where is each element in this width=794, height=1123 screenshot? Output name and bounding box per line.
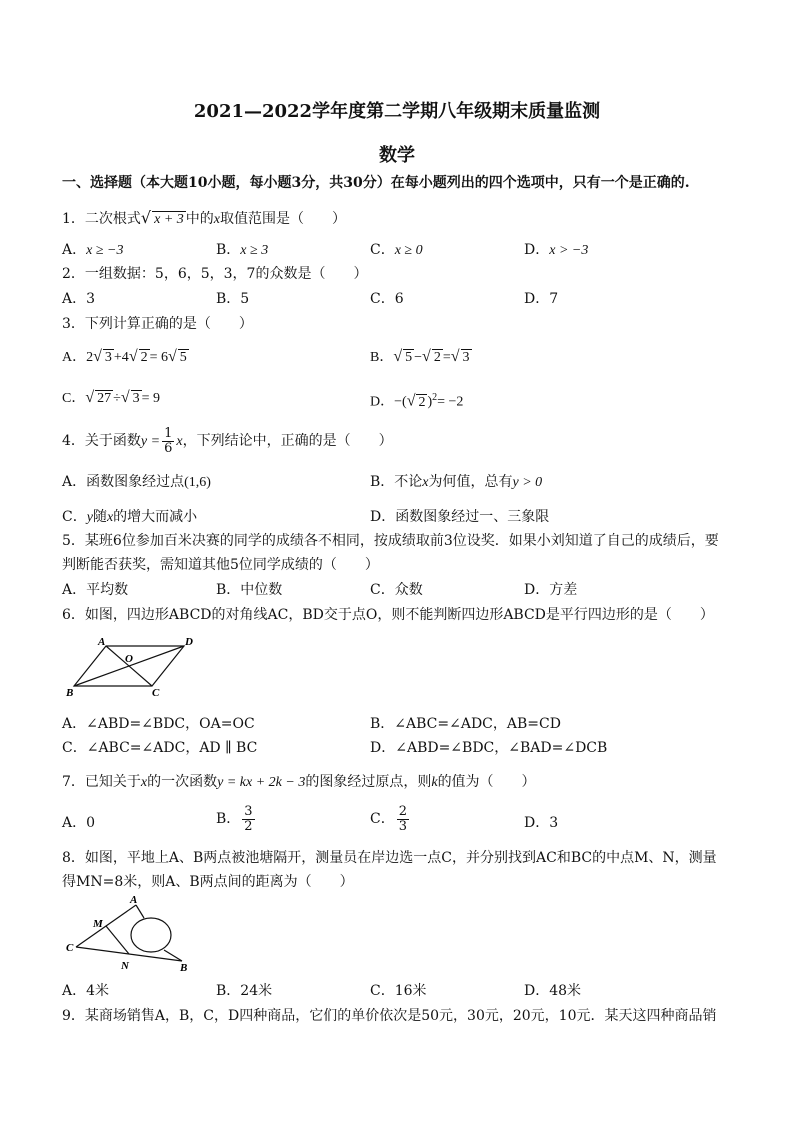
q3-option-b (370, 347, 472, 368)
q7-var: x (140, 775, 148, 790)
option-label: C． (370, 242, 395, 258)
q4-option-a (62, 472, 211, 493)
sqrt-icon: √ (93, 348, 102, 365)
option-var: x (422, 475, 429, 490)
q7-option-a: A．0 (62, 815, 96, 831)
q2-option-a: A．3 (62, 291, 96, 307)
option-var: x (106, 510, 114, 525)
sqrt-icon: √ (128, 348, 138, 365)
option-text: x ≥ 3 (240, 243, 269, 258)
option-text: x > −3 (549, 243, 589, 258)
operator: −( (394, 394, 407, 410)
q1-text-a: 中的 (185, 211, 214, 227)
fraction-denominator: 2 (244, 818, 253, 834)
option-label: D． (370, 394, 395, 410)
fraction-numerator: 3 (244, 803, 253, 819)
label-d: D (185, 636, 193, 648)
operator: ÷ (113, 391, 121, 406)
sqrt-icon: √ (422, 348, 431, 365)
q7-function: y = kx + 2k − 3 (217, 775, 306, 790)
option-label: C． (62, 509, 87, 525)
q1-prefix: 1．二次根式 (62, 211, 141, 227)
q4-prefix: 4．关于函数 (62, 433, 141, 449)
radicand: 3 (462, 350, 470, 365)
option-text: A．函数图象经过点 (62, 474, 185, 490)
q4-func-var: x (176, 434, 183, 449)
q1-option-a (62, 240, 123, 261)
subject-title: 数学 (379, 145, 415, 166)
q7-prefix: 7．已知关于 (62, 774, 141, 790)
q3-option-c (62, 388, 160, 409)
q6-option-d: D．∠ABD=∠BDC，∠BAD=∠DCB (370, 740, 608, 756)
radicand: 5 (179, 350, 187, 365)
option-label: B． (216, 811, 241, 827)
q1-option-b (216, 240, 268, 261)
q4-option-b (370, 472, 542, 493)
q8-option-c: C．16米 (370, 983, 427, 999)
parallelogram-figure (64, 636, 194, 700)
question-3: 3．下列计算正确的是（ ） (62, 316, 253, 332)
q5-option-c: C．众数 (370, 582, 423, 598)
label-b: B (66, 687, 74, 699)
question-9-line-1: 9．某商场销售A，B，C，D四种商品，它们的单价依次是50元，30元，20元，10元．某天这四种商品销 (62, 1008, 717, 1024)
q5-option-b: B．中位数 (216, 582, 283, 598)
radicand: 2 (140, 350, 148, 365)
option-label: C． (62, 391, 86, 406)
q5-option-a: A．平均数 (62, 582, 129, 598)
option-text: x ≥ −3 (86, 243, 124, 258)
q4-func-lhs: y = (140, 434, 161, 449)
coef: 2 (86, 350, 94, 365)
q3-option-a (62, 347, 189, 368)
label-c: C (66, 942, 74, 954)
exam-title: 2021—2022学年度第二学期八年级期末质量监测 (193, 101, 601, 122)
option-label: B． (216, 242, 241, 258)
q1-option-c (370, 240, 423, 261)
q6-option-b: B．∠ABC=∠ADC，AB=CD (370, 716, 561, 732)
q1-option-d (524, 240, 588, 261)
paren: ) (427, 394, 433, 410)
pond-shape (131, 918, 171, 952)
q2-option-b: B．5 (216, 291, 250, 307)
q5-option-d: D．方差 (524, 582, 578, 598)
q4-option-d: D．函数图象经过一、三象限 (370, 509, 550, 525)
label-a: A (98, 636, 106, 648)
option-label: A． (62, 350, 87, 365)
sqrt-icon: √ (450, 348, 460, 365)
option-inequality: y > 0 (512, 475, 543, 490)
sqrt-icon: √ (168, 348, 177, 365)
q1-var: x (213, 212, 221, 227)
q6-option-c: C．∠ABC=∠ADC，AD ∥ BC (62, 740, 258, 756)
equals: = 6 (149, 350, 168, 365)
q1-radicand: x + 3 (154, 212, 184, 227)
q8-option-a: A．4米 (62, 983, 110, 999)
sqrt-icon: √ (85, 389, 95, 406)
label-o: O (125, 653, 133, 665)
q7-k: k (431, 775, 438, 790)
option-text: B．不论 (370, 474, 423, 490)
fraction-denominator: 3 (398, 818, 407, 834)
q4-option-c (62, 507, 197, 528)
label-a: A (130, 894, 138, 906)
option-label: C． (370, 811, 395, 827)
option-text: x ≥ 0 (394, 243, 423, 258)
option-point: (1,6) (184, 475, 211, 490)
q3-option-d (370, 388, 463, 413)
label-m: M (93, 918, 103, 930)
fraction (242, 805, 254, 834)
fraction-denominator: 6 (164, 440, 173, 456)
section-heading: 一、选择题（本大题10小题，每小题3分，共30分）在每小题列出的四个选项中，只有一个是正确的. (62, 175, 690, 191)
radicand: 2 (433, 350, 441, 365)
question-6: 6．如图，四边形ABCD的对角线AC，BD交于点O，则不能判断四边形ABCD是平行四边形的是（ ） (62, 607, 714, 623)
option-text: 的增大而减小 (113, 509, 198, 525)
question-5-line-1: 5．某班6位参加百米决赛的同学的成绩各不相同，按成绩取前3位设奖．如果小刘知道了自己的成绩后，要 (62, 533, 719, 549)
fraction-numerator: 1 (164, 425, 173, 441)
pond-figure (64, 893, 196, 977)
q7-option-b (216, 804, 257, 834)
operator: − (414, 350, 423, 365)
q2-option-d: D．7 (524, 291, 559, 307)
label-b: B (180, 962, 188, 974)
segment-a-pond (136, 905, 144, 918)
q7-option-d: D．3 (524, 815, 559, 831)
q7-suffix: 的值为（ ） (437, 774, 536, 790)
fraction (397, 805, 409, 834)
q4-suffix: ，下列结论中，正确的是（ ） (182, 433, 393, 449)
fraction-numerator: 2 (398, 803, 407, 819)
q2-option-c: C．6 (370, 291, 404, 307)
sqrt-icon: √ (406, 392, 416, 410)
option-text: 为何值，总有 (428, 474, 513, 490)
label-n: N (121, 960, 129, 972)
q8-option-b: B．24米 (216, 983, 273, 999)
question-2: 2．一组数据：5，6，5，3，7的众数是（ ） (62, 266, 368, 282)
radicand: 5 (405, 350, 413, 365)
label-c: C (152, 687, 160, 699)
sqrt-icon: √ (120, 389, 130, 406)
question-8-line-2: 得MN=8米，则A、B两点间的距离为（ ） (62, 874, 354, 890)
equals: = 9 (141, 391, 160, 406)
q6-option-a: A．∠ABD=∠BDC，OA=OC (62, 716, 255, 732)
radicand: 3 (104, 350, 112, 365)
question-5-line-2: 判断能否获奖，需知道其他5位同学成绩的（ ） (62, 557, 379, 573)
sqrt-icon: √ (393, 348, 403, 365)
option-label: D． (524, 242, 550, 258)
q1-text-b: 取值范围是（ ） (220, 211, 347, 227)
option-var: y (86, 510, 93, 525)
q8-option-d: D．48米 (524, 983, 582, 999)
option-text: 随 (92, 509, 107, 525)
sqrt-icon: √ (140, 208, 152, 227)
q4-fraction (162, 427, 174, 456)
option-label: B． (370, 350, 394, 365)
q7-text: 的图象经过原点，则 (305, 774, 432, 790)
equals: = (442, 350, 451, 365)
radicand: 2 (418, 394, 426, 410)
q7-text: 的一次函数 (147, 774, 218, 790)
question-4 (62, 426, 393, 457)
radicand: 3 (132, 391, 140, 406)
question-7 (62, 772, 536, 793)
radicand: 27 (97, 391, 112, 406)
operator: +4 (113, 350, 129, 365)
exponent: 2 (432, 392, 438, 403)
segment-mn (106, 926, 129, 954)
equals: = −2 (437, 394, 464, 410)
q7-option-c (370, 804, 411, 834)
question-8-line-1: 8．如图，平地上A、B两点被池塘隔开，测量员在岸边选一点C，并分别找到AC和BC的中点M、N，测量 (62, 850, 717, 866)
option-label: A． (62, 242, 87, 258)
question-1 (62, 208, 346, 230)
